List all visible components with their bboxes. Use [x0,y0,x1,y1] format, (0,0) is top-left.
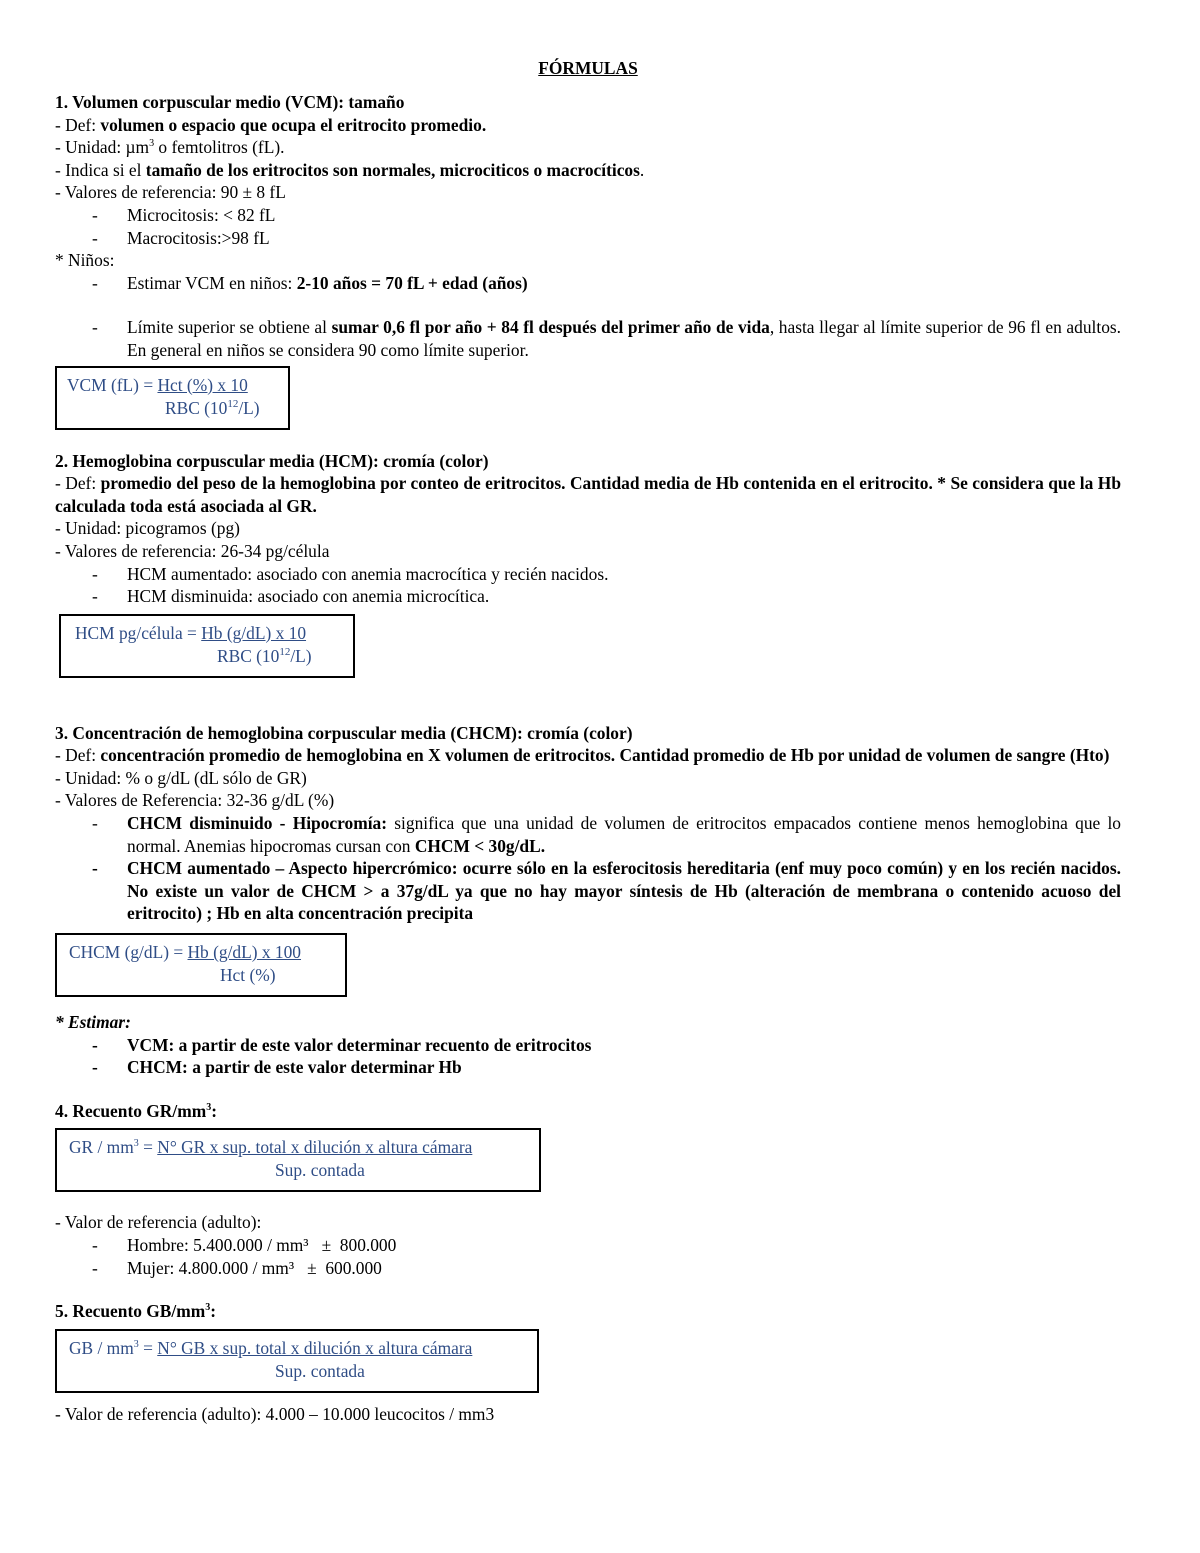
heading-sup: 3 [205,1302,211,1314]
dash-marker: - [92,813,98,834]
dash-marker: - [92,1034,98,1055]
dash-marker: - [92,1257,98,1278]
den-text: RBC (10 [165,397,228,418]
list-item [55,585,1121,608]
list-item [55,1034,1121,1057]
lhs-text: GR / mm [69,1137,134,1158]
section-hcm [55,450,1121,678]
list-item [55,1234,1121,1257]
dash-marker: - [92,1057,98,1078]
lhs-sup: 3 [133,1338,139,1350]
dash-marker: - [92,858,98,879]
list-item-text: VCM: a partir de este valor determinar recuento de eritrocitos [127,1034,592,1055]
vcm-unit [55,136,1121,159]
section-estimar [55,1011,1121,1079]
def-text: volumen o espacio que ocupa el eritrocito promedio. [100,114,487,135]
indica-suffix: . [639,159,645,180]
den-text-b: /L) [290,645,312,666]
limite-bold: sumar 0,6 fl por año + 84 fl después del primer año de vida [331,317,770,338]
page-title: FÓRMULAS [538,58,638,78]
def-label: - Def: [55,114,101,135]
estimar-heading: * Estimar: [55,1012,131,1033]
lhs-text: GB / mm [69,1337,134,1358]
def-label: - Def: [55,745,101,766]
chcm-unit: - Unidad: % o g/dL (dL sólo de GR) [55,767,307,788]
list-item-text: HCM disminuida: asociado con anemia microcítica. [127,586,490,607]
list-item [55,204,1121,227]
spacer [55,1192,1121,1211]
vcm-reference: - Valores de referencia: 90 ± 8 fL [55,182,286,203]
hcm-unit: - Unidad: picogramos (pg) [55,518,240,539]
chcm-list [55,812,1121,925]
list-item [55,857,1121,925]
chcm-dis-label: CHCM disminuido - Hipocromía: [127,813,388,834]
formula-denominator: Sup. contada [275,1160,365,1181]
estimar-bold: 2-10 años = 70 fL + edad (años) [296,272,528,293]
vcm-limite-list [55,316,1121,361]
section-gr [55,1100,1121,1279]
section-heading-hcm: 2. Hemoglobina corpuscular media (HCM): cromía (color) [55,450,489,471]
list-item [55,1257,1121,1280]
hcm-list [55,563,1121,608]
document-page [55,0,1121,1425]
vcm-ninos: * Niños: [55,250,115,271]
estimar-list [55,1034,1121,1079]
indica-prefix: - Indica si el [55,159,146,180]
list-item-text: Microcitosis: < 82 fL [127,204,276,225]
formula-box-gr [55,1128,541,1192]
def-label: - Def: [55,473,101,494]
list-item [55,272,1121,295]
chcm-reference: - Valores de Referencia: 32-36 g/dL (%) [55,790,335,811]
vcm-definition [55,114,1121,137]
formula-numerator: Hb (g/dL) x 10 [201,622,307,643]
chcm-dis-text: significa que una unidad de volumen de eritrocitos empacados contiene menos hemoglobina que lo normal. Anemias hipocromas cursan con [127,813,1121,856]
list-item [55,227,1121,250]
section-gb [55,1300,1121,1425]
heading-colon: : [211,1100,217,1121]
lhs-eq: = [138,1337,158,1358]
formula-numerator: N° GB x sup. total x dilución x altura cámara [157,1337,473,1358]
vcm-list [55,204,1121,249]
hcm-definition [55,472,1121,517]
formula-lhs: HCM pg/célula = [75,622,202,643]
formula-lhs: VCM (fL) = [67,374,158,395]
dash-marker: - [92,1235,98,1255]
formula-lhs [69,1338,157,1358]
formula-numerator: Hb (g/dL) x 100 [187,942,302,963]
section-heading-gb [55,1300,1121,1323]
den-sup: 12 [227,397,239,410]
list-item-text: Hombre: 5.400.000 / mm³ ± 800.000 [127,1235,397,1255]
formula-denominator: Hct (%) [220,965,276,986]
dash-marker: - [92,563,98,584]
limite-prefix: Límite superior se obtiene al [127,317,332,338]
spacer [55,1393,1121,1403]
formula-denominator [67,397,274,420]
chcm-dis-value: CHCM < 30g/dL. [414,835,546,856]
section-heading-vcm: 1. Volumen corpuscular medio (VCM): tamaño [55,92,405,112]
chcm-aum-text: CHCM aumentado – Aspecto hipercrómico: ocurre sólo en la esferocitosis hereditaria (enf muy poco común) y en los recién nacidos. No existe un valor de CHCM > a 37g/dL ya que no hay mayor síntesis de Hb (alteración de membrana o contenido acuoso del eritrocito) ; Hb en alta concentración precipita [127,858,1121,924]
formula-box-chcm [55,933,347,997]
heading-sup: 3 [206,1102,212,1114]
gr-reference: - Valor de referencia (adulto): [55,1212,262,1233]
vcm-indica [55,159,1121,182]
dash-marker: - [92,204,98,225]
heading-text: 4. Recuento GR/mm [55,1100,207,1121]
list-item-text: Macrocitosis:>98 fL [127,227,270,248]
formula-lhs: CHCM (g/dL) = [69,942,188,963]
gb-reference: - Valor de referencia (adulto): 4.000 – 10.000 leucocitos / mm3 [55,1403,495,1424]
section-heading-chcm: 3. Concentración de hemoglobina corpuscular media (CHCM): cromía (color) [55,722,633,743]
unit-text-b: o femtolitros (fL). [154,137,285,158]
list-item-text: CHCM: a partir de este valor determinar Hb [127,1057,462,1078]
list-item-text: HCM aumentado: asociado con anemia macrocítica y recién nacidos. [127,563,609,584]
def-text: promedio del peso de la hemoglobina por conteo de eritrocitos. Cantidad media de Hb contenida en el eritrocito. * Se considera que la Hb calculada toda está asociada al GR. [55,473,1121,516]
formula-box-gb [55,1329,539,1393]
indica-bold: tamaño de los eritrocitos son normales, microciticos o macrocíticos [145,159,640,180]
heading-text: 5. Recuento GB/mm [55,1301,206,1322]
section-heading-gr [55,1100,1121,1123]
den-text: RBC (10 [217,645,280,666]
formula-lhs [69,1137,157,1157]
section-chcm [55,722,1121,997]
formula-numerator: N° GR x sup. total x dilución x altura cámara [157,1137,473,1158]
gr-list [55,1234,1121,1279]
lhs-eq: = [138,1137,158,1158]
section-vcm [55,91,1121,430]
dash-marker: - [92,586,98,607]
dash-marker: - [92,272,98,293]
formula-box-vcm [55,366,290,430]
unit-text: - Unidad: µm [55,137,150,158]
list-item-text: Mujer: 4.800.000 / mm³ ± 600.000 [127,1257,382,1278]
def-text: concentración promedio de hemoglobina en X volumen de eritrocitos. Cantidad promedio de Hb por unidad de volumen de sangre (Hto) [100,745,1110,766]
den-text-b: /L) [238,397,260,418]
formula-denominator [75,645,339,668]
vcm-ninos-list [55,272,1121,295]
den-sup: 12 [279,645,291,658]
dash-marker: - [92,317,98,338]
spacer [55,294,1121,316]
estimar-prefix: Estimar VCM en niños: [127,272,297,293]
formula-numerator: Hct (%) x 10 [157,374,248,395]
hcm-reference: - Valores de referencia: 26-34 pg/célula [55,540,330,561]
list-item [55,812,1121,857]
formula-denominator: Sup. contada [275,1360,365,1381]
list-item [55,563,1121,586]
chcm-definition [55,744,1121,767]
lhs-sup: 3 [133,1138,139,1150]
limite-suffix: , hasta llegar al límite superior de 96 fl en adultos. En general en niños se considera 90 como límite superior. [127,317,1122,360]
unit-sup: 3 [149,138,155,150]
list-item [55,316,1121,361]
dash-marker: - [92,227,98,248]
heading-colon: : [210,1301,217,1322]
list-item [55,1056,1121,1079]
formula-box-hcm [59,614,355,678]
